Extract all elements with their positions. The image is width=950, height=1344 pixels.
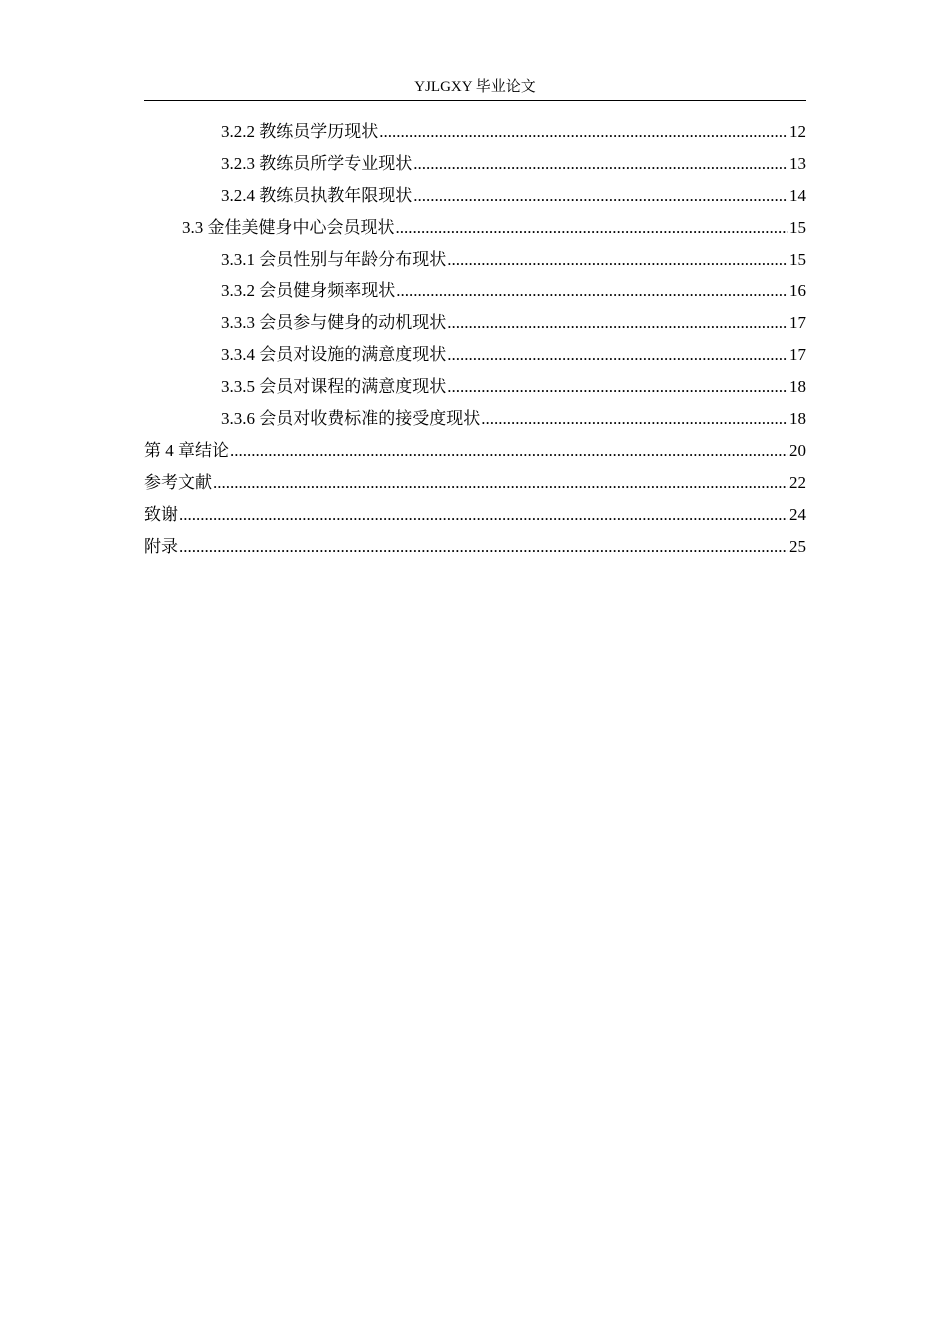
toc-entry-page: 16 (789, 281, 806, 301)
toc-entry[interactable] (144, 148, 806, 180)
toc-entry-page: 24 (789, 504, 806, 524)
toc-dot-leader (179, 531, 788, 563)
toc-entry[interactable] (144, 403, 806, 435)
toc-entry[interactable] (144, 339, 806, 371)
toc-dot-leader (447, 339, 788, 371)
toc-entry-title: 3.2.4 教练员执教年限现状 (221, 185, 413, 205)
toc-entry-title: 第 4 章结论 (144, 440, 229, 460)
toc-entry-title: 参考文献 (144, 472, 212, 492)
page-header: YJLGXY 毕业论文 (414, 79, 536, 95)
toc-dot-leader (213, 467, 788, 499)
toc-entry-page: 18 (789, 377, 806, 397)
toc-entry-title: 3.3 金佳美健身中心会员现状 (182, 217, 395, 237)
toc-dot-leader (413, 148, 788, 180)
toc-dot-leader (413, 180, 788, 212)
toc-entry-page: 15 (789, 249, 806, 269)
toc-entry[interactable] (144, 180, 806, 212)
toc-entry-page: 12 (789, 122, 806, 141)
toc-entry-page: 13 (789, 153, 806, 173)
toc-entry-title: 3.3.4 会员对设施的满意度现状 (221, 345, 447, 365)
toc-entry[interactable] (144, 244, 806, 276)
toc-dot-leader (447, 244, 788, 276)
toc-entry-page: 17 (789, 345, 806, 365)
toc-dot-leader (396, 212, 789, 244)
toc-entry-page: 15 (789, 217, 806, 237)
toc-entry-title: 3.3.2 会员健身频率现状 (221, 281, 396, 301)
toc-entry[interactable] (144, 212, 806, 244)
toc-entry-page: 17 (789, 313, 806, 333)
toc-entry-title: 3.3.3 会员参与健身的动机现状 (221, 313, 447, 333)
toc-entry-title: 3.2.2 教练员学历现状 (221, 122, 379, 141)
toc-entry[interactable] (144, 116, 806, 148)
toc-dot-leader (179, 499, 788, 531)
toc-entry[interactable] (144, 275, 806, 307)
toc-entry-title: 致谢 (144, 504, 178, 524)
toc-dot-leader (230, 435, 788, 467)
toc-dot-leader (447, 371, 788, 403)
toc-entry[interactable] (144, 467, 806, 499)
toc-entry-page: 14 (789, 185, 806, 205)
toc-entry-title: 3.3.1 会员性别与年龄分布现状 (221, 249, 447, 269)
toc-dot-leader (447, 307, 788, 339)
toc-entry[interactable] (144, 307, 806, 339)
toc-entry[interactable] (144, 371, 806, 403)
toc-entry-title: 3.2.3 教练员所学专业现状 (221, 153, 413, 173)
toc-entry[interactable] (144, 435, 806, 467)
toc-entry-page: 18 (789, 409, 806, 429)
toc-entry-page: 25 (789, 536, 806, 556)
toc-entry-page: 20 (789, 440, 806, 460)
table-of-contents (144, 116, 806, 562)
toc-dot-leader (481, 403, 788, 435)
toc-entry[interactable] (144, 499, 806, 531)
toc-entry-page: 22 (789, 472, 806, 492)
toc-dot-leader (396, 275, 788, 307)
toc-entry-title: 附录 (144, 536, 178, 556)
toc-entry-title: 3.3.5 会员对课程的满意度现状 (221, 377, 447, 397)
header-divider (144, 100, 806, 101)
toc-entry[interactable] (144, 531, 806, 563)
toc-entry-title: 3.3.6 会员对收费标准的接受度现状 (221, 409, 481, 429)
toc-dot-leader (379, 116, 788, 148)
